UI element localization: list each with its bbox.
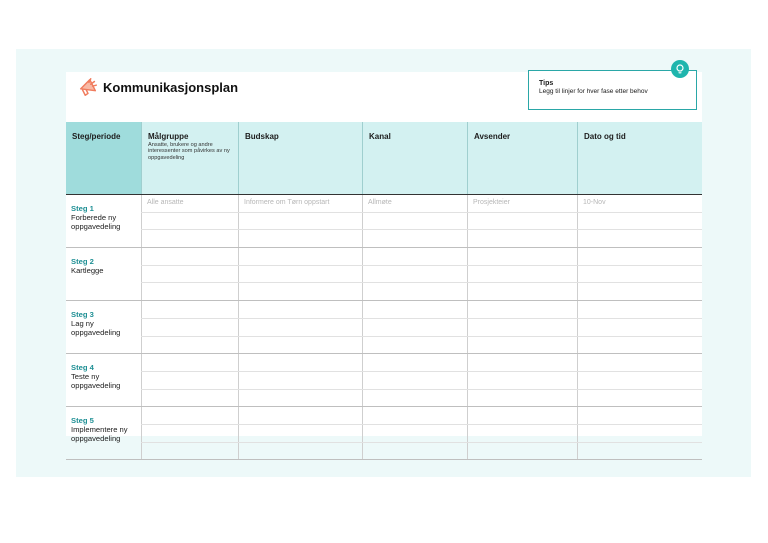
cell-malgruppe[interactable] <box>141 425 238 442</box>
table-body <box>66 195 702 460</box>
cell-kanal[interactable] <box>362 354 467 371</box>
cell-kanal[interactable] <box>362 283 467 300</box>
cell-budskap[interactable] <box>238 248 362 265</box>
cell-dato-og-tid[interactable] <box>577 301 702 318</box>
table-row <box>141 213 702 231</box>
table-row <box>141 319 702 337</box>
step-number: Steg 5 <box>71 416 94 426</box>
cell-avsender[interactable] <box>467 266 577 283</box>
cell-budskap[interactable] <box>238 372 362 389</box>
step-group <box>66 354 702 407</box>
cell-budskap[interactable]: Informere om Tørn oppstart <box>238 195 362 212</box>
cell-budskap[interactable] <box>238 213 362 230</box>
cell-malgruppe[interactable] <box>141 266 238 283</box>
lightbulb-icon <box>671 60 689 78</box>
cell-kanal[interactable] <box>362 266 467 283</box>
table-row <box>141 425 702 443</box>
cell-malgruppe[interactable] <box>141 443 238 460</box>
cell-avsender[interactable] <box>467 319 577 336</box>
cell-dato-og-tid[interactable] <box>577 407 702 424</box>
cell-budskap[interactable] <box>238 425 362 442</box>
step-name: Kartlegge <box>71 266 104 276</box>
step-number: Steg 1 <box>71 204 94 213</box>
table-row <box>141 248 702 266</box>
cell-malgruppe[interactable] <box>141 301 238 318</box>
cell-dato-og-tid[interactable] <box>577 213 702 230</box>
table-row <box>141 301 702 319</box>
table-row <box>141 230 702 247</box>
cell-kanal[interactable] <box>362 425 467 442</box>
step-number: Steg 4 <box>71 363 94 373</box>
cell-avsender[interactable]: Prosjekteier <box>467 195 577 212</box>
cell-kanal[interactable] <box>362 372 467 389</box>
table-row <box>141 443 702 460</box>
step-label <box>66 248 141 300</box>
table-row <box>141 390 702 407</box>
cell-budskap[interactable] <box>238 354 362 371</box>
cell-kanal[interactable] <box>362 213 467 230</box>
cell-kanal[interactable] <box>362 248 467 265</box>
step-group <box>66 407 702 460</box>
cell-avsender[interactable] <box>467 230 577 247</box>
cell-malgruppe[interactable] <box>141 354 238 371</box>
header-steg-periode: Steg/periode <box>66 122 141 194</box>
cell-dato-og-tid[interactable] <box>577 230 702 247</box>
cell-kanal[interactable] <box>362 443 467 460</box>
step-name: Lag ny oppgavedeling <box>71 319 121 338</box>
cell-malgruppe[interactable] <box>141 337 238 354</box>
cell-kanal[interactable] <box>362 230 467 247</box>
tips-heading: Tips <box>539 80 554 87</box>
cell-dato-og-tid[interactable] <box>577 372 702 389</box>
cell-dato-og-tid[interactable] <box>577 443 702 460</box>
step-label <box>66 195 141 247</box>
step-number: Steg 2 <box>71 257 94 267</box>
cell-malgruppe[interactable] <box>141 248 238 265</box>
step-group <box>66 195 702 248</box>
cell-avsender[interactable] <box>467 354 577 371</box>
cell-budskap[interactable] <box>238 266 362 283</box>
cell-dato-og-tid[interactable] <box>577 425 702 442</box>
cell-budskap[interactable] <box>238 319 362 336</box>
page-title: Kommunikasjonsplan <box>103 79 239 95</box>
step-name: Teste ny oppgavedeling <box>71 372 121 391</box>
cell-budskap[interactable] <box>238 301 362 318</box>
table-row <box>141 407 702 425</box>
cell-budskap[interactable] <box>238 407 362 424</box>
cell-dato-og-tid[interactable] <box>577 266 702 283</box>
cell-avsender[interactable] <box>467 248 577 265</box>
step-label <box>66 301 141 353</box>
cell-malgruppe[interactable] <box>141 390 238 407</box>
cell-malgruppe[interactable] <box>141 407 238 424</box>
cell-avsender[interactable] <box>467 425 577 442</box>
communication-table <box>66 122 702 460</box>
table-row <box>141 372 702 390</box>
cell-avsender[interactable] <box>467 213 577 230</box>
cell-avsender[interactable] <box>467 372 577 389</box>
title-area <box>77 76 238 98</box>
cell-kanal[interactable] <box>362 319 467 336</box>
cell-malgruppe[interactable] <box>141 230 238 247</box>
step-group <box>66 301 702 354</box>
header-malgruppe: Målgruppe Ansatte, brukere og andre interessenter som påvirkes av ny oppgavedeling <box>141 122 238 194</box>
cell-kanal[interactable] <box>362 301 467 318</box>
table-row <box>141 337 702 354</box>
step-number: Steg 3 <box>71 310 94 320</box>
header-kanal: Kanal <box>362 122 467 194</box>
cell-avsender[interactable] <box>467 390 577 407</box>
cell-avsender[interactable] <box>467 337 577 354</box>
step-label <box>66 354 141 406</box>
cell-malgruppe[interactable] <box>141 283 238 300</box>
header-budskap: Budskap <box>238 122 362 194</box>
cell-budskap[interactable] <box>238 283 362 300</box>
header-malgruppe-description: Ansatte, brukere og andre interessenter som påvirkes av ny oppgavedeling <box>148 142 230 161</box>
tips-text: Legg til linjer for hver fase etter behov <box>539 88 648 95</box>
header-avsender: Avsender <box>467 122 577 194</box>
megaphone-icon <box>77 76 99 98</box>
cell-dato-og-tid[interactable] <box>577 337 702 354</box>
cell-dato-og-tid[interactable] <box>577 354 702 371</box>
cell-budskap[interactable] <box>238 230 362 247</box>
table-row <box>141 283 702 300</box>
cell-kanal[interactable] <box>362 390 467 407</box>
cell-avsender[interactable] <box>467 301 577 318</box>
step-name: Forberede ny oppgavedeling <box>71 213 121 231</box>
cell-dato-og-tid[interactable] <box>577 283 702 300</box>
cell-budskap[interactable] <box>238 443 362 460</box>
cell-budskap[interactable] <box>238 390 362 407</box>
cell-budskap[interactable] <box>238 337 362 354</box>
table-row <box>141 354 702 372</box>
step-group <box>66 248 702 301</box>
cell-avsender[interactable] <box>467 283 577 300</box>
cell-dato-og-tid[interactable]: 10-Nov <box>577 195 702 212</box>
cell-avsender[interactable] <box>467 443 577 460</box>
table-header <box>66 122 702 195</box>
cell-avsender[interactable] <box>467 407 577 424</box>
table-row <box>141 266 702 284</box>
step-label <box>66 407 141 459</box>
cell-malgruppe[interactable]: Alle ansatte <box>141 195 238 212</box>
cell-dato-og-tid[interactable] <box>577 390 702 407</box>
step-name: Implementere ny oppgavedeling <box>71 425 128 444</box>
tips-box <box>528 70 697 110</box>
cell-malgruppe[interactable] <box>141 372 238 389</box>
table-row <box>141 195 702 213</box>
cell-kanal[interactable]: Allmøte <box>362 195 467 212</box>
cell-dato-og-tid[interactable] <box>577 319 702 336</box>
cell-kanal[interactable] <box>362 337 467 354</box>
header-dato-og-tid: Dato og tid <box>577 122 702 194</box>
cell-malgruppe[interactable] <box>141 213 238 230</box>
cell-dato-og-tid[interactable] <box>577 248 702 265</box>
cell-kanal[interactable] <box>362 407 467 424</box>
cell-malgruppe[interactable] <box>141 319 238 336</box>
